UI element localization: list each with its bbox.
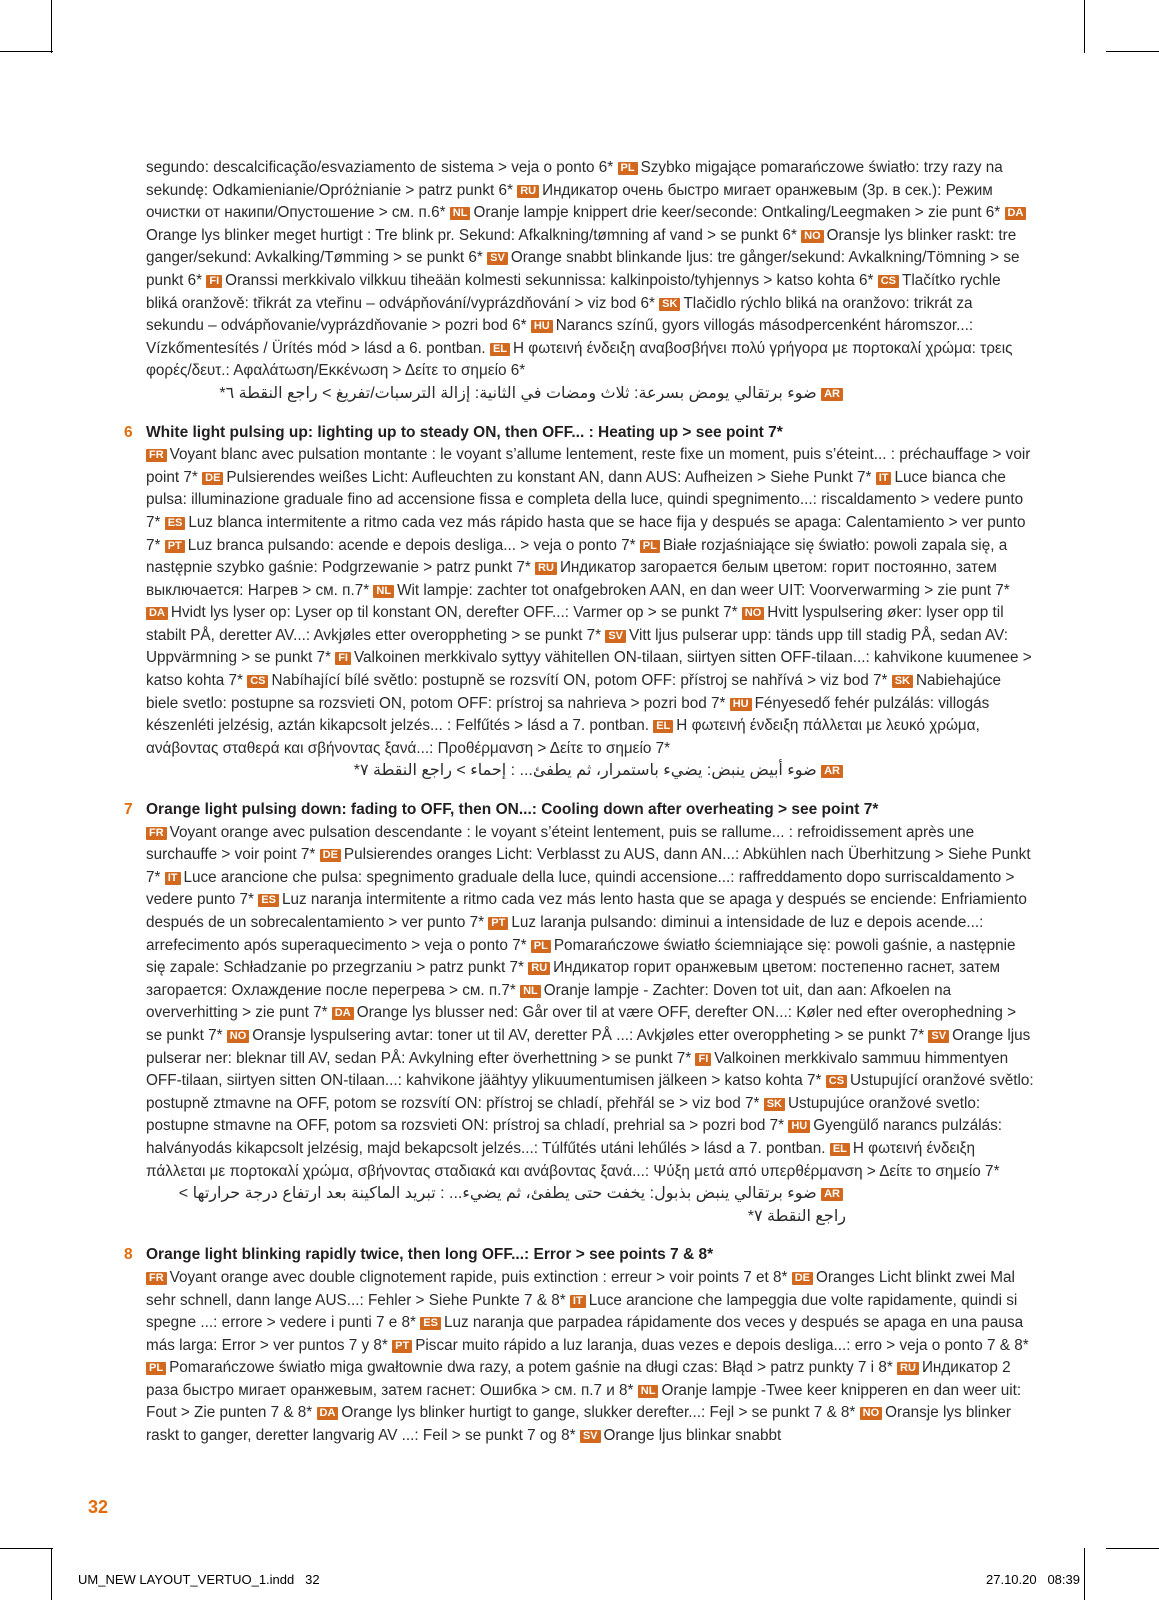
language-tag-pl: PL	[531, 940, 551, 953]
language-tag-cs: CS	[878, 275, 899, 288]
language-tag-fr: FR	[146, 827, 167, 840]
language-tag-es: ES	[165, 517, 186, 530]
translation-text: Orange lys blusser ned: Går over til at være OFF, derefter ON...: Køler ned efter overophedning > se punkt 7*	[146, 1004, 1017, 1044]
language-tag-sv: SV	[605, 630, 626, 643]
translation-text: Luz branca pulsando: acende e depois desliga... > veja o ponto 7*	[187, 536, 636, 554]
language-tag-fr: FR	[146, 449, 167, 462]
translation-text: Gyengülő narancs pulzálás: halványodás kikapcsolt jelzésig, majd bekapcsolt jelzés...: Túlfűtés utáni lehűlés > lásd a 7. pontban.	[146, 1117, 1003, 1157]
translation-text: Luz naranja que parpadea rápidamente dos veces y después se apaga en una pausa más larga: Error > ver puntos 7 y 8*	[146, 1314, 1024, 1354]
language-tag-it: IT	[165, 872, 181, 885]
translation-text: Orange lys blinker meget hurtigt : Tre blink pr. Sekund: Afkalkning/tømning af vand > se punkt 6*	[146, 226, 797, 244]
translation-text: Pomarańczowe światło miga gwałtownie dwa razy, a potem gaśnie na długi czas: Błąd > patrz punkty 7 i 8*	[169, 1359, 893, 1377]
language-tag-ru: RU	[535, 562, 557, 575]
language-tag-es: ES	[420, 1317, 441, 1330]
language-tag-pl: PL	[640, 540, 660, 553]
sections	[124, 422, 1034, 1448]
section-number: 8	[124, 1246, 133, 1264]
page-number: 32	[88, 1497, 109, 1517]
translation-text: ضوء برتقالي يومض بسرعة: ثلاث ومضات في الثانية: إزالة الترسبات/تفريغ > راجع النقطة ٦*	[219, 384, 817, 402]
translation-text: Vitt ljus pulserar upp: tänds upp till stadig PÅ, sedan AV: Uppvärmning > se punkt 7*	[146, 626, 1008, 667]
language-tag-nl: NL	[373, 585, 394, 598]
language-tag-ar: AR	[821, 388, 843, 401]
translation-text: Hvidt lys lyser op: Lyser op til konstant ON, derefter OFF...: Varmer op > se punkt 7*	[170, 604, 738, 622]
language-tag-nl: NL	[520, 985, 541, 998]
translation-text: Nabiehajúce biele svetlo: postupne sa rozsvieti ON, potom OFF: prístroj sa nahrieva > pozri bod 7*	[146, 672, 1002, 712]
language-tag-pt: PT	[165, 540, 185, 553]
language-tag-sv: SV	[580, 1430, 601, 1443]
footer-filename: UM_NEW LAYOUT_VERTUO_1.indd 32	[78, 1572, 320, 1587]
translation-text: Tlačidlo rýchlo bliká na oranžovo: trikrát za sekundu – odvápňovanie/vyprázdňovanie > pozri bod 6*	[146, 294, 973, 335]
language-tag-pl: PL	[146, 1362, 166, 1375]
translation-text: Pulsierendes weißes Licht: Aufleuchten zu konstant AN, dann AUS: Aufheizen > Siehe Punkt 7*	[226, 468, 872, 486]
language-tag-hu: HU	[788, 1120, 810, 1133]
language-tag-sk: SK	[892, 675, 913, 688]
translation-text: Voyant blanc avec pulsation montante : le voyant s’allume lentement, reste fixe un moment, puis s’éteint... : préchauffage > voir point 7*	[146, 446, 1031, 486]
section-title: White light pulsing up: lighting up to steady ON, then OFF... : Heating up > see point 7*	[146, 423, 783, 441]
translation-text: Piscar muito rápido a luz laranja, duas vezes e depois desliga...: erro > veja o ponto 7 & 8*	[415, 1336, 1029, 1354]
translation-text: Tlačítko rychle bliká oranžově: třikrát za vteřinu – odvápňování/vyprázdňování > viz bod 6*	[146, 271, 1001, 312]
translation-text: Narancs színű, gyors villogás másodpercenként háromszor...: Vízkőmentesítés / Ürítés mód > lásd a 6. pontban.	[146, 317, 974, 357]
translation-text: Pomarańczowe światło ściemniające się: powoli gaśnie, a następnie się zapale: Schładzanie po przegrzaniu > patrz punkt 7*	[146, 936, 1016, 977]
language-tag-el: EL	[490, 343, 510, 356]
arabic-translation	[146, 383, 846, 406]
translation-text: Luz blanca intermitente a ritmo cada vez más rápido hasta que se hace fija y después se apaga: Calentamiento > ver punto 7*	[146, 513, 1026, 554]
translation-text: segundo: descalcificação/esvaziamento de sistema > veja o ponto 6*	[146, 159, 614, 176]
language-tag-no: NO	[227, 1030, 250, 1043]
crop-mark	[1106, 51, 1159, 52]
translation-text: Wit lampje: zachter tot onafgebroken AAN, en dan weer UIT: Voorverwarming > zie punt 7*	[397, 581, 1010, 599]
continuation-paragraph	[146, 157, 1034, 406]
language-tag-de: DE	[202, 472, 223, 485]
language-tag-el: EL	[830, 1143, 850, 1156]
translation-text: Η φωτεινή ένδειξη πάλλεται με λευκό χρώμα, ανάβοντας σταθερά και σβήνοντας ξανά...: Προθέρμανση > Δείτε το σημείο 7*	[146, 717, 980, 757]
translation-text: Luce arancione che lampeggia due volte rapidamente, quindi si spegne ...: errore > vedere i punti 7 e 8*	[146, 1291, 1018, 1332]
language-tag-sv: SV	[928, 1030, 949, 1043]
crop-mark	[0, 1548, 53, 1549]
translation-text: Luce arancione che pulsa: spegnimento graduale della luce, quindi accensione...: raffreddamento dopo surriscaldamento > vedere punto 7*	[146, 868, 1015, 909]
translation-text: Индикатор горит оранжевым цветом: постепенно гаснет, затем загорается: Охлаждение после перегрева > см. п.7*	[146, 959, 1001, 999]
section-8	[124, 1244, 1034, 1447]
language-tag-hu: HU	[730, 698, 752, 711]
crop-mark	[1084, 1548, 1085, 1600]
language-tag-da: DA	[317, 1407, 339, 1420]
translation-text: Białe rozjaśniające się światło: powoli zapala się, a następnie szybko gaśnie: Podgrzewanie > patrz punkt 7*	[146, 536, 1008, 577]
language-tag-ru: RU	[517, 185, 539, 198]
language-tag-no: NO	[860, 1407, 883, 1420]
language-tag-fi: FI	[206, 275, 222, 288]
language-tag-el: EL	[653, 720, 673, 733]
translation-text: Ustupující oranžové světlo: postupně ztmavne na OFF, potom se rozsvítí ON: přístroj se chladí, přehřál se > viz bod 7*	[146, 1072, 1034, 1112]
crop-mark	[1084, 0, 1085, 53]
language-tag-da: DA	[146, 607, 168, 620]
language-tag-no: NO	[742, 607, 765, 620]
language-tag-no: NO	[801, 230, 824, 243]
arabic-translation	[146, 760, 846, 783]
translation-text: Orange ljus pulserar ner: bleknar till AV, sedan PÅ: Avkylning efter överhettning > se punkt 7*	[146, 1026, 1031, 1067]
translation-text: Oranssi merkkivalo vilkkuu tiheään kolmesti sekunnissa: kalkinpoisto/tyhjennys > katso kohta 6*	[225, 271, 874, 289]
crop-mark	[1106, 1548, 1159, 1549]
language-tag-cs: CS	[247, 675, 268, 688]
language-tag-hu: HU	[531, 320, 553, 333]
language-tag-nl: NL	[638, 1385, 659, 1398]
language-tag-pt: PT	[488, 917, 508, 930]
translation-text: ضوء برتقالي ينبض بذبول: يخفت حتى يطفئ، ثم يضيء... : تبريد الماكينة بعد ارتفاع درجة حرارتها > راجع النقطة ٧*	[178, 1185, 846, 1225]
translation-text: Индикатор загорается белым цветом: горит постоянно, затем выключается: Нагрев > см. п.7*	[146, 559, 997, 599]
translation-text: Szybko migające pomarańczowe światło: trzy razy na sekundę: Odkamienianie/Opróżnianie > patrz punkt 6*	[146, 159, 1003, 199]
translation-text: Η φωτεινή ένδειξη αναβοσβήνει πολύ γρήγορα με πορτοκαλί χρώμα: τρεις φορές/δευτ.: Αφαλάτωση/Εκκένωση > Δείτε το σημείο 6*	[146, 339, 1013, 380]
translation-text: Индикатор очень быстро мигает оранжевым (3р. в сек.): Режим очистки от накипи/Опустошение > см. п.6*	[146, 181, 993, 222]
translation-text: Oransje lys blinker raskt: tre ganger/sekund: Avkalking/Tømming > se punkt 6*	[146, 226, 1017, 267]
translation-text: Voyant orange avec double clignotement rapide, puis extinction : erreur > voir points 7 et 8*	[169, 1268, 788, 1286]
translation-text: Pulsierendes oranges Licht: Verblasst zu AUS, dann AN...: Abkühlen nach Überhitzung > Siehe Punkt 7*	[146, 846, 1031, 886]
translation-text: Oranje lampje knippert drie keer/seconde: Ontkaling/Leegmaken > zie punt 6*	[473, 204, 1001, 222]
language-tag-ru: RU	[897, 1362, 919, 1375]
language-tag-de: DE	[792, 1272, 813, 1285]
translation-text: Oransje lyspulsering avtar: toner ut til AV, deretter PÅ ...: Avkjøles etter overoppheting > se punkt 7*	[252, 1026, 925, 1044]
section-number: 6	[124, 423, 133, 441]
language-tag-ar: AR	[821, 1188, 843, 1201]
language-tag-sk: SK	[659, 298, 680, 311]
language-tag-nl: NL	[450, 207, 471, 220]
section-body	[146, 822, 1034, 1229]
language-tag-pt: PT	[392, 1340, 412, 1353]
language-tag-pl: PL	[618, 162, 638, 175]
language-tag-fi: FI	[335, 652, 351, 665]
section-6	[124, 422, 1034, 784]
language-tag-sv: SV	[487, 252, 508, 265]
translation-text: Oranges Licht blinkt zwei Mal sehr schnell, dann lange AUS...: Fehler > Siehe Punkte 7 & 8*	[146, 1268, 1015, 1309]
arabic-translation	[146, 1183, 846, 1228]
translation-text: Oranje lampje - Zachter: Doven tot uit, dan aan: Afkoelen na oververhitting > zie punt 7*	[146, 981, 952, 1022]
translation-text: Orange lys blinker hurtigt to gange, slukker derefter...: Fejl > se punkt 7 & 8*	[341, 1404, 856, 1422]
section-7	[124, 799, 1034, 1228]
crop-mark	[51, 1548, 52, 1600]
translation-text: ضوء أبيض ينبض: يضيء باستمرار، ثم يطفئ... : إحماء > راجع النقطة ٧*	[353, 762, 817, 780]
language-tag-ru: RU	[528, 962, 550, 975]
translation-text: Voyant orange avec pulsation descendante : le voyant s’éteint lentement, puis se rallume... : refroidissement après une surchauffe > voir point 7*	[146, 823, 975, 864]
language-tag-de: DE	[320, 849, 341, 862]
section-title: Orange light pulsing down: fading to OFF, then ON...: Cooling down after overheating > see point 7*	[146, 801, 879, 819]
section-number: 7	[124, 801, 133, 819]
language-tag-da: DA	[332, 1007, 354, 1020]
language-tag-es: ES	[258, 894, 279, 907]
language-tag-da: DA	[1005, 207, 1027, 220]
translation-text: Luz laranja pulsando: diminui a intensidade de luz e depois acende...: arrefecimento após superaquecimento > veja o ponto 7*	[146, 914, 984, 954]
translation-text: Luz naranja intermitente a ritmo cada vez más lento hasta que se apaga y después se enciende: Enfriamiento después de un sobrecalentamiento > ver punto 7*	[146, 891, 1027, 931]
manual-content	[124, 157, 1034, 1448]
translation-text: Orange ljus blinkar snabbt	[603, 1427, 782, 1445]
language-tag-sk: SK	[764, 1098, 785, 1111]
language-tag-it: IT	[570, 1295, 586, 1308]
crop-mark	[0, 51, 53, 52]
language-tag-it: IT	[876, 472, 892, 485]
translation-text: Valkoinen merkkivalo syttyy vähitellen ON-tilaan, siirtyen sitten OFF-tilaan...: kahvikone kuumenee > katso kohta 7*	[146, 649, 1032, 690]
translation-text: Fényesedő fehér pulzálás: villogás készenléti jelzésig, aztán kikapcsolt jelzés... : Felfűtés > lásd a 7. pontban.	[146, 694, 990, 735]
translation-text: Luce bianca che pulsa: illuminazione graduale fino ad accensione fissa e completa della luce, quindi spegnimento...: riscaldamento > vedere punto 7*	[146, 468, 1024, 531]
language-tag-ar: AR	[821, 765, 843, 778]
crop-mark	[51, 0, 52, 53]
translation-text: Ustupujúce oranžové svetlo: postupne stmavne na OFF, potom sa rozsvieti ON: prístroj sa chladí, prehrial sa > pozri bod 7*	[146, 1094, 981, 1135]
translation-text: Hvitt lyspulsering øker: lyser opp til stabilt PÅ, deretter AV...: Avkjøles etter overoppheting > se punkt 7*	[146, 604, 1004, 644]
translation-text: Индикатор 2 раза быстро мигает оранжевым, затем гаснет: Ошибка > см. п.7 и 8*	[146, 1359, 1011, 1399]
translation-text: Nabíhající bílé světlo: postupně se rozsvítí ON, potom OFF: přístroj se nahřívá > viz bod 7*	[271, 672, 888, 690]
footer-date: 27.10.20 08:39	[986, 1572, 1080, 1587]
section-body	[146, 1267, 1034, 1448]
language-tag-fr: FR	[146, 1272, 167, 1285]
section-body	[146, 444, 1034, 783]
translation-text: Valkoinen merkkivalo sammuu himmentyen OFF-tilaan, siirtyen sitten ON-tilaan...: kahvikone jäähtyy ylikuumentumisen jälkeen > katso kohta 7*	[146, 1049, 1009, 1090]
section-title: Orange light blinking rapidly twice, then long OFF...: Error > see points 7 & 8*	[146, 1246, 714, 1264]
translation-text: Oranje lampje -Twee keer knipperen en dan weer uit: Fout > Zie punten 7 & 8*	[146, 1381, 1022, 1422]
translation-text: Η φωτεινή ένδειξη πάλλεται με πορτοκαλί χρώμα, σβήνοντας σταδιακά και ανάβοντας ξανά...: Ψύξη μετά από υπερθέρμανση > Δείτε το σημείο 7*	[146, 1139, 1000, 1180]
language-tag-fi: FI	[695, 1053, 711, 1066]
translation-text: Orange snabbt blinkande ljus: tre gånger/sekund: Avkalkning/Tömning > se punkt 6*	[146, 249, 1020, 289]
language-tag-cs: CS	[826, 1075, 847, 1088]
translation-text: Oransje lys blinker raskt to ganger, deretter langvarig AV ...: Feil > se punkt 7 og 8*	[146, 1404, 1011, 1445]
